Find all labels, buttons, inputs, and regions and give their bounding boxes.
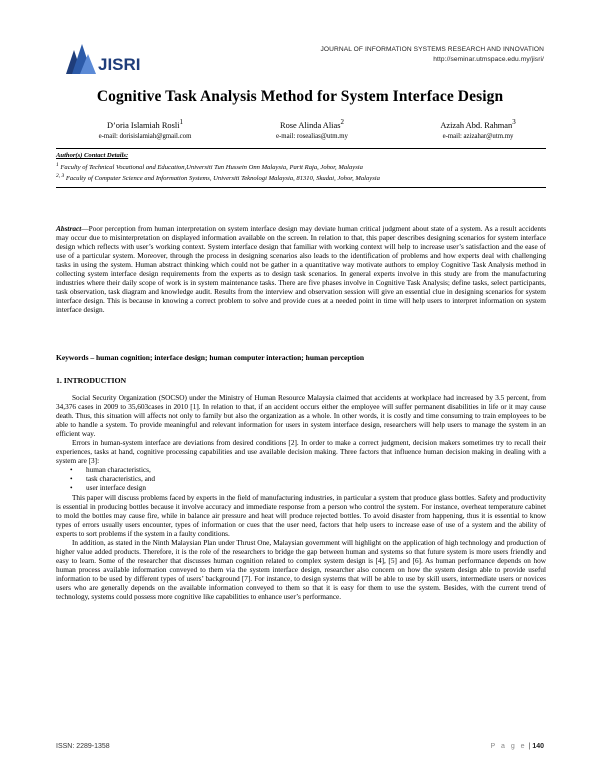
author-3 xyxy=(398,117,558,142)
journal-logo xyxy=(60,40,170,80)
paragraph: In addition, as stated in the Ninth Malaysian Plan under Thrust One, Malaysian government will highlight on the application of high technology and production of higher value added products. Therefore, it is the role of the researchers to bridge the gap between human and systems so that future system is more users friendly and easy to learn. Some of the researcher that discusses human cognition related to complex system design is [4], [5] and [6]. As human performance depends on how human process available information conveyed to them via the system interface design, researcher also concern on how the system design able to provide useful information to be used by different types of users’ background [7]. For instance, to design systems that will be able to use by skill users, intermediate users or novices users who are generally depends on the available information conveyed to them so that it is easy for them to use the system. Besides, with the current trend of technology, systems could possess more cognitive like capabilities to enhance user’s performance. xyxy=(56,538,546,602)
author-1 xyxy=(60,117,230,142)
page-number: 140 xyxy=(532,743,544,750)
jisri-logo-icon xyxy=(60,40,170,80)
factor-list xyxy=(56,466,546,493)
author-name: D’oria Islamiah Rosli xyxy=(106,120,180,130)
journal-url[interactable]: http://seminar.utmspace.edu.my/jisri/ xyxy=(433,56,544,63)
list-item: • task characteristics, and xyxy=(86,475,546,484)
journal-name: JOURNAL OF INFORMATION SYSTEMS RESEARCH AND INNOVATION xyxy=(320,46,544,53)
author-name: Rose Alinda Alias xyxy=(280,120,341,130)
page-label: P a g e xyxy=(490,743,527,750)
author-email[interactable]: e-mail: rosealias@utm.my xyxy=(276,132,348,140)
contact-line-1: $^1$ Faculty of Technical Vocational and Education,Universiti Tun Hussein Onn Malaysia, Parit Raja, Johor, Malaysia xyxy=(56,161,363,171)
author-sup: 3 xyxy=(512,118,516,126)
abstract-label: Abstract xyxy=(56,224,82,233)
footer-page xyxy=(491,743,544,750)
contact-details xyxy=(56,148,546,188)
logo-text: JISRI xyxy=(98,55,141,74)
body-text xyxy=(56,394,546,602)
footer-issn: ISSN: 2289-1358 xyxy=(56,743,110,750)
abstract xyxy=(56,224,546,314)
author-email[interactable]: e-mail: dorisislamiah@gmail.com xyxy=(98,132,192,140)
abstract-text: —Poor perception from human interpretation on system interface design may deviate human critical judgment about state of a system. As a result accidents may occur due to misinterpretation on displayed information available on the screen. In relation to that, this paper describes designing scenarios for system interface design which reflects with user’s working context. System interface design that familiar with working context will help to increase user’s satisfaction and the ease of use of a particular system. Moreover, through the process in designing scenarios also leads to the identification of problems and how experts deal with challenging tasks in using the system. Human abstract thinking which could not be gather in a quantitative way motivate authors to employ Cognitive Task Analysis method in collecting system interface design requirements from the experts as to design task scenarios. In general experts involve in this study are from the manufacturing industries where their daily scope of work is in system maintenance tasks. There are five phases involve in Cognitive Task Analysis; define tasks, select participants, task observation, task diagram and knowledge audit. Results from the interview and observation session will give an essential clue in designing scenarios for system interface design. This is because in knowing a correct problem to solve and provide cues at a needed point in time will help users to interpret information on system interface design. xyxy=(56,224,546,315)
paragraph: This paper will discuss problems faced by experts in the field of manufacturing industries, in particular a system that produce glass bottles. Safety and productivity is essential in producing bottles because it involve accuracy and immediate response from a person who control the system. For instance, overheat temperature cabinet to mold the bottles may cause fire, while in balance air pressure and heat will produce rejected bottles. To avoid disaster from happening, thus it is essential to know types of errors usually users encounter, types of information or cues that the user need, factors that help users to increase ease of use of a system and the ability of experts to sort problems if the system in a faulty conditions. xyxy=(56,493,546,538)
list-item: • user interface design xyxy=(86,484,546,493)
paragraph: Social Security Organization (SOCSO) under the Ministry of Human Resource Malaysia claimed that accidents at workplace had increased by 3.5 percent, from 34,376 cases in 2009 to 35,603cases in 2010 [1]. In relation to that, if an accident occurs either the employee will suffer permanent disabilities in life or it may cause death. Thus, this situation will affects not only to family but also the organization as a whole. In other words, it is costly and time consuming to train employees to be able to handle a system. To provide meaningful and relevant information for users in system interface design, researchers will help users to manage the system in an efficient way. xyxy=(56,394,546,439)
page-separator: | xyxy=(528,743,531,750)
section-heading: 1. INTRODUCTION xyxy=(56,376,127,385)
journal-header xyxy=(321,45,545,65)
contact-heading: Author(s) Contact Details: xyxy=(56,152,129,159)
author-2 xyxy=(232,117,392,142)
paper-title: Cognitive Task Analysis Method for System Interface Design xyxy=(96,88,504,105)
contact-line-2: $^{2, 3}$ Faculty of Computer Science and Information Systems, Universiti Teknologi Malaysia, 81310, Skudai, Johor, Malaysia xyxy=(56,173,380,183)
keywords: Keywords – human cognition; interface design; human computer interaction; human perception xyxy=(56,353,365,362)
list-item: • human characteristics, xyxy=(86,466,546,475)
author-sup: 1 xyxy=(179,118,184,126)
paragraph: Errors in human-system interface are deviations from desired conditions [2]. In order to make a correct judgment, decision makers sometimes try to recall their experiences, tasks at hand, cognitive processing capabilities and use available decision making. Three factors that influence human decision making in dealing with a system are [3]: xyxy=(56,439,546,466)
author-name: Azizah Abd. Rahman xyxy=(440,120,513,130)
author-sup: 2 xyxy=(340,118,344,126)
author-email[interactable]: e-mail: azizahar@utm.my xyxy=(442,132,514,140)
